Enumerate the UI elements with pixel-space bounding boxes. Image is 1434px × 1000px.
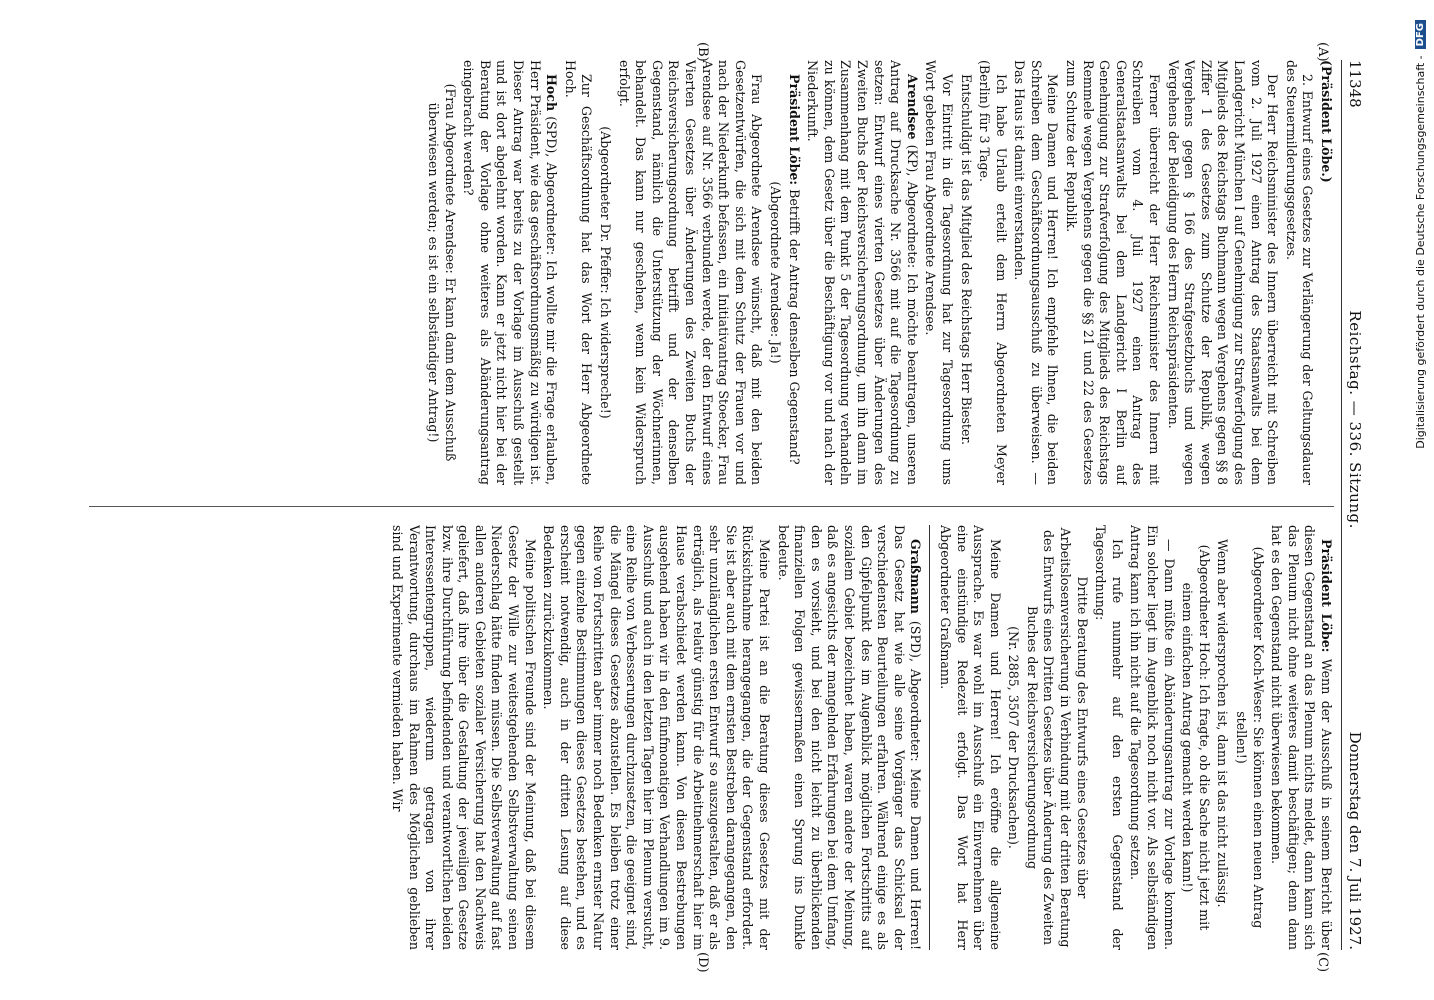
paragraph: Der Herr Reichsminister des Innern überreicht mit Schreiben vom 2. Juli 1927 einen Antrag des Staatsanwalts bei dem Landgericht München I auf Genehmigung zur Strafverfolgung des Mitglieds des Reichstags Buchmann wegen Vergehens gegen §§ 8 Ziffer 1 des Gesetzes zum Schutze der Republik, wegen Vergehens gegen § 166 des Strafgesetzbuchs und wegen Vergehens der Beleidigung des Herrn Reichspräsidenten. bbox=[1165, 60, 1281, 485]
speaker-name: Arendsee bbox=[904, 74, 920, 140]
column-divider bbox=[89, 506, 1334, 507]
interjection: (Abgeordneter Dr. Pfeffer: Ich widerspreche!) bbox=[598, 126, 614, 419]
speech-text: (SPD), Abgeordneter: Meine Damen und Herren! Das Gesetz hat wie alle seine Vorgänger das Schicksal der verschiedensten Beurteilungen erfahren. Während einige es als den Gipfelpunkt des im Augenblick möglichen Fortschritts auf sozialem Gebiet bezeichnet haben, waren andere der Meinung, daß es angesichts der mangelnden Erfahrungen bei dem Umfang, den es vorsieht, und bei den nicht leicht zu überblickenden finanziellen Folgen gewissermaßen einen Sprung ins Dunkle bedeute. bbox=[775, 525, 924, 950]
digitization-note-text: Digitalisierung gefördert durch die Deutsche Forschungsgemeinschaft - bbox=[1413, 55, 1427, 449]
speaker-name: Hoch bbox=[544, 74, 560, 112]
speaker-name: Graßmann bbox=[908, 539, 924, 614]
paragraph: Ich rufe nunmehr auf den ersten Gegenstand der Tagesordnung: bbox=[1093, 525, 1125, 950]
speech bbox=[1268, 525, 1334, 950]
speech-text: Betrifft der Antrag denselben Gegenstand? bbox=[786, 189, 802, 465]
paragraph: Meine politischen Freunde sind der Meinung, daß bei diesem Gesetz der Wille zur weitestgehenden Selbstverwaltung seinen Niederschlag hätte finden müssen. Die Selbstverwaltung auf fast allen anderen Gebieten sozialer Versicherung hat den Nachweis geliefert, daß ihre über die Gestaltung der jeweiligen Gesetze bzw. ihre Durchführung befindenden und verantwortlichen beiden Interessentengruppen, wiederum getragen von ihrer Verantwortung, durchaus im Rahmen des Möglichen geblieben sind und Experimente vermieden haben. Wir bbox=[389, 525, 538, 950]
margin-marker-b: (B) bbox=[695, 42, 710, 62]
speech bbox=[774, 525, 923, 950]
right-column bbox=[89, 525, 1334, 950]
paragraph: Entschuldigt ist das Mitglied des Reichstags Herr Biester. bbox=[958, 74, 974, 446]
speech bbox=[804, 60, 920, 485]
left-column bbox=[89, 60, 1334, 485]
paragraph: Ich habe Urlaub erteilt dem Herrn Abgeordneten Meyer (Berlin) für 3 Tage. bbox=[977, 60, 1009, 485]
paragraph: Meine Partei ist an die Beratung dieses Gesetzes mit der Rücksichtnahme herangegangen, die der Gegenstand erfordert. Sie ist aber auch mit dem ernsten Bestreben darangegangen, den sehr unzulänglichen ersten Entwurf so auszugestalten, daß er als erträglich, als relativ günstig für die Arbeitnehmerschaft hier im Hause verabschiedet werden kann. Von diesen Bestrebungen ausgehend haben wir in den fünfmonatigen Verhandlungen im 9. Ausschuß und auch in den letzten Tagen hier im Plenum versucht, eine Reihe von Verbesserungen durchzusetzen, die geeignet sind, die Mängel dieses Gesetzes abzustellen. Es bleiben trotz einer Reihe von Fortschritten aber immer noch Bedenken ernster Natur gegen einzelne Bestimmungen dieses Gesetzes bestehen, und es erscheint notwendig, auch in der dritten Lesung auf diese Bedenken zurückzukommen. bbox=[541, 525, 772, 950]
session-title: Reichstag. — 336. Sitzung. bbox=[1346, 310, 1364, 529]
agenda-heading: Dritte Beratung des Entwurfs eines Gesetzes über Arbeitslosenversicherung in Verbindung mit der dritten Beratung des Entwurfs eines Dritten Gesetzes über Änderung des Zweiten Buches der Reichsversicherungsordnung bbox=[1024, 527, 1090, 948]
session-date: Donnerstag den 7. Juli 1927. bbox=[1346, 731, 1364, 950]
speech bbox=[460, 60, 560, 485]
agenda-reference: (Nr. 2885, 3507 der Drucksachen). bbox=[1006, 626, 1022, 849]
dfg-logo: DFG bbox=[1415, 20, 1426, 49]
margin-marker-a: (A) bbox=[1315, 42, 1330, 62]
speaker-name: Präsident Löbe: bbox=[1319, 539, 1334, 653]
paragraph: Meine Damen und Herren! Ich eröffne die allgemeine Aussprache. Es war wohl im Ausschuß ein Einvernehmen über eine einstündige Redezeit erfolgt. Das Wort hat Herr Abgeordneter Graßmann. bbox=[937, 525, 1003, 950]
speaker-note: (Präsident Löbe.) bbox=[1319, 60, 1334, 183]
digitization-note bbox=[1408, 8, 1432, 992]
speech-text: (KP), Abgeordnete: Ich möchte beantragen, unseren Antrag auf Drucksache Nr. 3566 mit auf die Tagesordnung zu setzen: Entwurf eines vierten Gesetzes über Änderungen des Zweiten Buchs der Reichsversicherungsordnung, um ihn dann im Zusammenhang mit dem Punkt 5 der Tagesordnung verhandeln zu können, dem Gesetz über die Beschäftigung vor und nach der Niederkunft. bbox=[805, 60, 920, 485]
scanned-page bbox=[60, 30, 1380, 980]
speech-text: (SPD), Abgeordneter: Ich wollte mir die Frage erlauben, Herr Präsident, wie das geschäftsordnungsmäßig zu würdigen ist. Dieser Antrag war bereits zu der Vorlage im Ausschuß gestellt und ist dort abgelehnt worden. Kann er jetzt nicht hier bei der Beratung der Vorlage ohne weiteres als Abänderungsantrag eingebracht werden? bbox=[461, 60, 560, 485]
paragraph: Wenn aber widersprochen ist, dann ist das nicht zulässig. bbox=[1215, 539, 1231, 908]
paragraph: Ferner überreicht der Herr Reichsminister des Innern mit Schreiben vom 4. Juli 1927 einen Antrag des Generalstaatsanwalts bei dem Landgericht I Berlin auf Genehmigung zur Strafverfolgung des Mitglieds des Reichstags Remmele wegen Vergehens gegen die §§ 21 und 22 des Gesetzes zum Schutze der Republik. bbox=[1064, 60, 1163, 485]
interjection: (Abgeordneter Koch-Weser: Sie können einen neuen Antrag stellen!) bbox=[1234, 546, 1266, 929]
interjection: (Abgeordneter Hoch: Ich fragte, ob die Sache nicht jetzt mit einem einfachen Antrag gemacht werden kann!) bbox=[1180, 544, 1212, 931]
page-header bbox=[1341, 60, 1364, 950]
paragraph: — Dann müßte ein Abänderungsantrag zur Vorlage kommen. Ein solcher liegt im Augenblick noch nicht vor. Als selbständigen Antrag kann ich ihn nicht auf die Tagesordnung setzen. bbox=[1128, 525, 1177, 950]
page-number: 11348 bbox=[1346, 60, 1364, 108]
speech bbox=[785, 60, 802, 485]
margin-marker-c: (C) bbox=[1315, 952, 1330, 973]
paragraph: Vor Eintritt in die Tagesordnung hat zur Tagesordnung ums Wort gebeten Frau Abgeordnete Arendsee. bbox=[923, 60, 955, 485]
paragraph: Zur Geschäftsordnung hat das Wort der Herr Abgeordnete Hoch. bbox=[562, 60, 595, 485]
speech-text: Wenn der Ausschuß in seinem Bericht über diesen Gegenstand an das Plenum nichts meldet, dann kann sich das Plenum nicht ohne weiteres damit beschäftigen; denn dann hat es den Gegenstand nicht überwiesen bekommen. bbox=[1269, 525, 1334, 950]
paragraph: Meine Damen und Herren! Ich empfehle Ihnen, die beiden Schreiben dem Geschäftsordnungsausschuß zu überweisen. — Das Haus ist damit einverstanden. bbox=[1012, 60, 1061, 485]
margin-marker-d: (D) bbox=[695, 952, 710, 973]
agenda-item: 2. Entwurf eines Gesetzes zur Verlängerung der Geltungsdauer des Steuermilderungsgesetzes. bbox=[1283, 60, 1316, 485]
section-rule bbox=[929, 525, 930, 950]
speaker-name: Präsident Löbe: bbox=[786, 74, 802, 186]
interjection: (Abgeordnete Arendsee: Ja!) bbox=[768, 181, 783, 364]
interjection: (Frau Abgeordnete Arendsee: Er kann dann dem Ausschuß überwiesen werden; es ist ein selbständiger Antrag!) bbox=[426, 83, 458, 462]
paragraph: Frau Abgeordnete Arendsee wünscht, daß mit den beiden Gesetzentwürfen, die sich mit dem Schutz der Frauen vor und nach der Niederkunft befassen, ein Initiativantrag Stoecker, Frau Arendsee auf Nr. 3566 verbunden werde, der den Entwurf eines Vierten Gesetzes über Änderungen des Zweiten Buchs der Reichsversicherungsordnung betrifft und der denselben Gegenstand, nämlich die Unterstützung der Wöchnerinnen, behandelt. Das kann nur geschehen, wenn kein Widerspruch erfolgt. bbox=[616, 60, 765, 485]
